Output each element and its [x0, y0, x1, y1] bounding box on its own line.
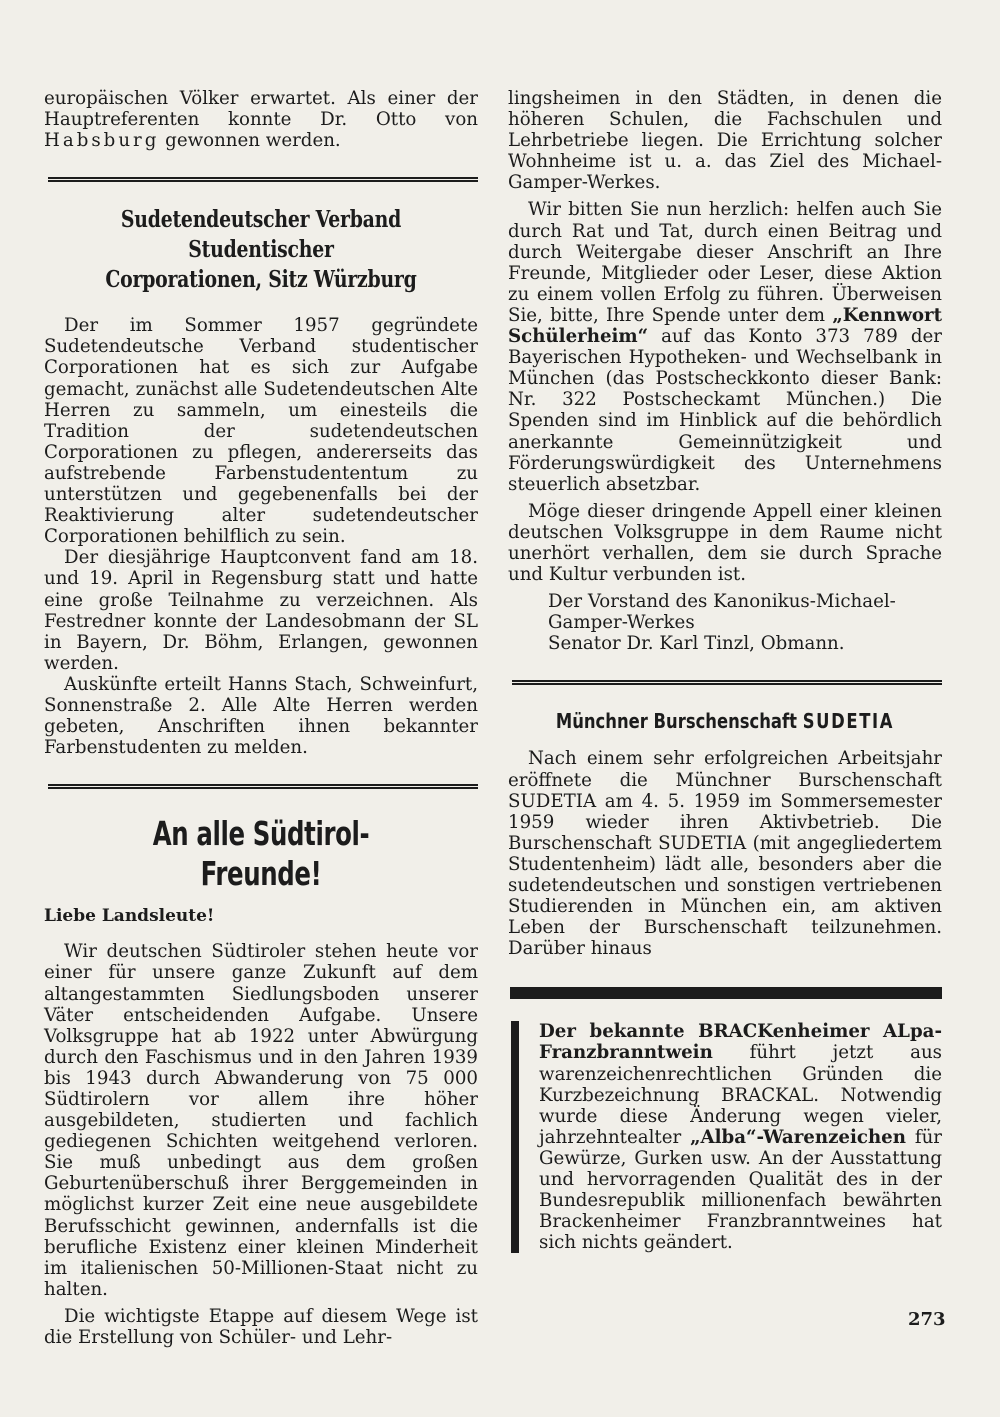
appeal-closing-paragraph: Möge dieser dringende Appell einer kleinen deutschen Volksgruppe in dem Raume nicht unerhört verhallen, dem sie durch Sprache und Kultur verbunden ist.	[508, 500, 942, 586]
brackal-advertisement	[511, 1021, 942, 1253]
signature-line: Gamper-Werkes	[548, 612, 695, 634]
verband-heading-line1: Sudetendeutscher Verband Studentischer	[120, 206, 402, 264]
suedtirol-heading: An alle Südtirol-Freunde!	[152, 814, 370, 894]
advert-text-b: für Gewürze, Gurken usw. An der Ausstattung und hervorragenden Qualität des in der Bundesrepublik millionenfach bewährten Brackenheimer Franzbranntweines hat sich nichts geändert.	[539, 1126, 942, 1254]
sudetia-heading	[547, 708, 903, 734]
advert-bold-trademark: „Alba“-Warenzeichen	[690, 1126, 906, 1148]
verband-paragraph: Auskünfte erteilt Hanns Stach, Schweinfurt, Sonnenstraße 2. Alle Alte Herren werden gebeten, Anschriften ihnen bekannter Farbenstudenten zu melden.	[44, 673, 478, 759]
signature-line: Der Vorstand des Kanonikus-Michael-	[548, 591, 896, 613]
appeal-paragraph	[508, 199, 942, 494]
intro-text-end: gewonnen werden.	[165, 130, 341, 152]
page-number: 273	[908, 1309, 946, 1330]
suedtirol-paragraph: Die wichtigste Etappe auf diesem Wege ist die Erstellung von Schüler- und Lehr-	[44, 1305, 478, 1349]
appeal-text-a: Wir bitten Sie nun herzlich: helfen auch Sie durch Rat und Tat, durch einen Beitrag und durch Weitergabe dieser Anschrift an Ihre Freunde, Mitglieder oder Leser, diese Aktion zu einem vollen Erfolg zu führen. Überweisen Sie, bitte, Ihre Spende unter dem	[508, 199, 942, 326]
advert-paragraph	[539, 1021, 942, 1253]
verband-heading-line2: Corporationen, Sitz Würzburg	[105, 266, 417, 294]
suedtirol-paragraph: Wir deutschen Südtiroler stehen heute vor einer für unsere ganze Zukunft auf dem altangestammten Siedlungsboden unserer Väter entscheidenden Aufgabe. Unsere Volksgruppe hat ab 1922 unter Abwürgung durch den Faschismus und in den Jahren 1939 bis 1943 durch Abwanderung von 75 000 Südtirolern vor allem ihre höher ausgebildeten, studierten und fachlich gediegenen Schichten weitgehend verloren. Sie muß unbedingt aus dem großen Geburtenüberschuß ihrer Berggemeinden in möglichst kurzer Zeit eine neue ausgebildete Berufsschicht gewinnen, andernfalls ist die berufliche Existenz einer kleinen Minderheit im italienischen 50-Millionen-Staat nicht zu halten.	[44, 941, 478, 1300]
advert-text-a: führt jetzt aus warenzeichenrechtlichen Gründen die Kurzbezeichnung BRACKAL. Notwendig wurde diese Änderung wegen vieler, jahrzehntealter	[539, 1042, 942, 1148]
right-column	[508, 88, 942, 1253]
sudetia-heading-name: SUDETIA	[802, 709, 895, 734]
suedtirol-salutation: Liebe Landsleute!	[44, 906, 215, 927]
intro-spaced-name: Habsburg	[44, 130, 160, 152]
verband-paragraph: Der diesjährige Hauptconvent fand am 18. und 19. April in Regensburg statt und hatte eine große Teilnahme zu verzeichnen. Als Festredner konnte der Landesobmann der SL in Bayern, Dr. Böhm, Erlangen, gewonnen werden.	[44, 547, 478, 674]
appeal-text-b: auf das Konto 373 789 der Bayerischen Hypotheken- und Wechselbank in München (das Postscheckkonto dieser Bank: Nr. 322 Postscheckamt München.) Die Spenden sind im Hinblick auf die behördlich anerkannte Gemeinnützigkeit und Förderungswürdigkeit des Unternehmens steuerlich absetzbar.	[508, 326, 942, 495]
intro-paragraph	[44, 88, 478, 151]
intro-text-start: europäischen Völker erwartet. Als einer der Hauptreferenten konnte Dr. Otto von	[44, 88, 478, 131]
verband-paragraph: Der im Sommer 1957 gegründete Sudetendeutsche Verband studentischer Corporationen hat es sich zur Aufgabe gemacht, zunächst alle Sudetendeutschen Alte Herren zu sammeln, um einesteils die Tradition der sudetendeutschen Corporationen zu pflegen, andererseits das aufstrebende Farbenstudententum zu unterstützen und gegebenenfalls bei der Reaktivierung alter sudetendeutscher Corporationen behilflich zu sein.	[44, 315, 478, 548]
signature-line: Senator Dr. Karl Tinzl, Obmann.	[548, 633, 845, 655]
sudetia-heading-prefix: Münchner Burschenschaft	[555, 709, 797, 734]
appeal-keyword: „Kennwort Schülerheim“	[508, 304, 942, 348]
suedtirol-continued-paragraph: lingsheimen in den Städten, in denen die höheren Schulen, die Fachschulen und Lehrbetriebe liegen. Die Errichtung solcher Wohnheime ist u. a. das Ziel des Michael-Gamper-Werkes.	[508, 88, 942, 194]
advert-top-bar	[510, 987, 942, 999]
advert-bold-lead: Der bekannte BRACKenheimer ALpa-Franzbranntwein	[539, 1021, 942, 1064]
sudetia-paragraph: Nach einem sehr erfolgreichen Arbeitsjahr eröffnete die Münchner Burschenschaft SUDETIA am 4. 5. 1959 im Sommersemester 1959 wieder ihren Aktivbetrieb. Die Burschenschaft SUDETIA (mit angegliedertem Studentenheim) lädt alle, besonders aber die sudetendeutschen und sonstigen vertriebenen Studierenden in München ein, am aktiven Leben der Burschenschaft teilzunehmen. Darüber hinaus	[508, 748, 942, 960]
left-column	[44, 88, 478, 1348]
verband-heading	[83, 205, 439, 295]
